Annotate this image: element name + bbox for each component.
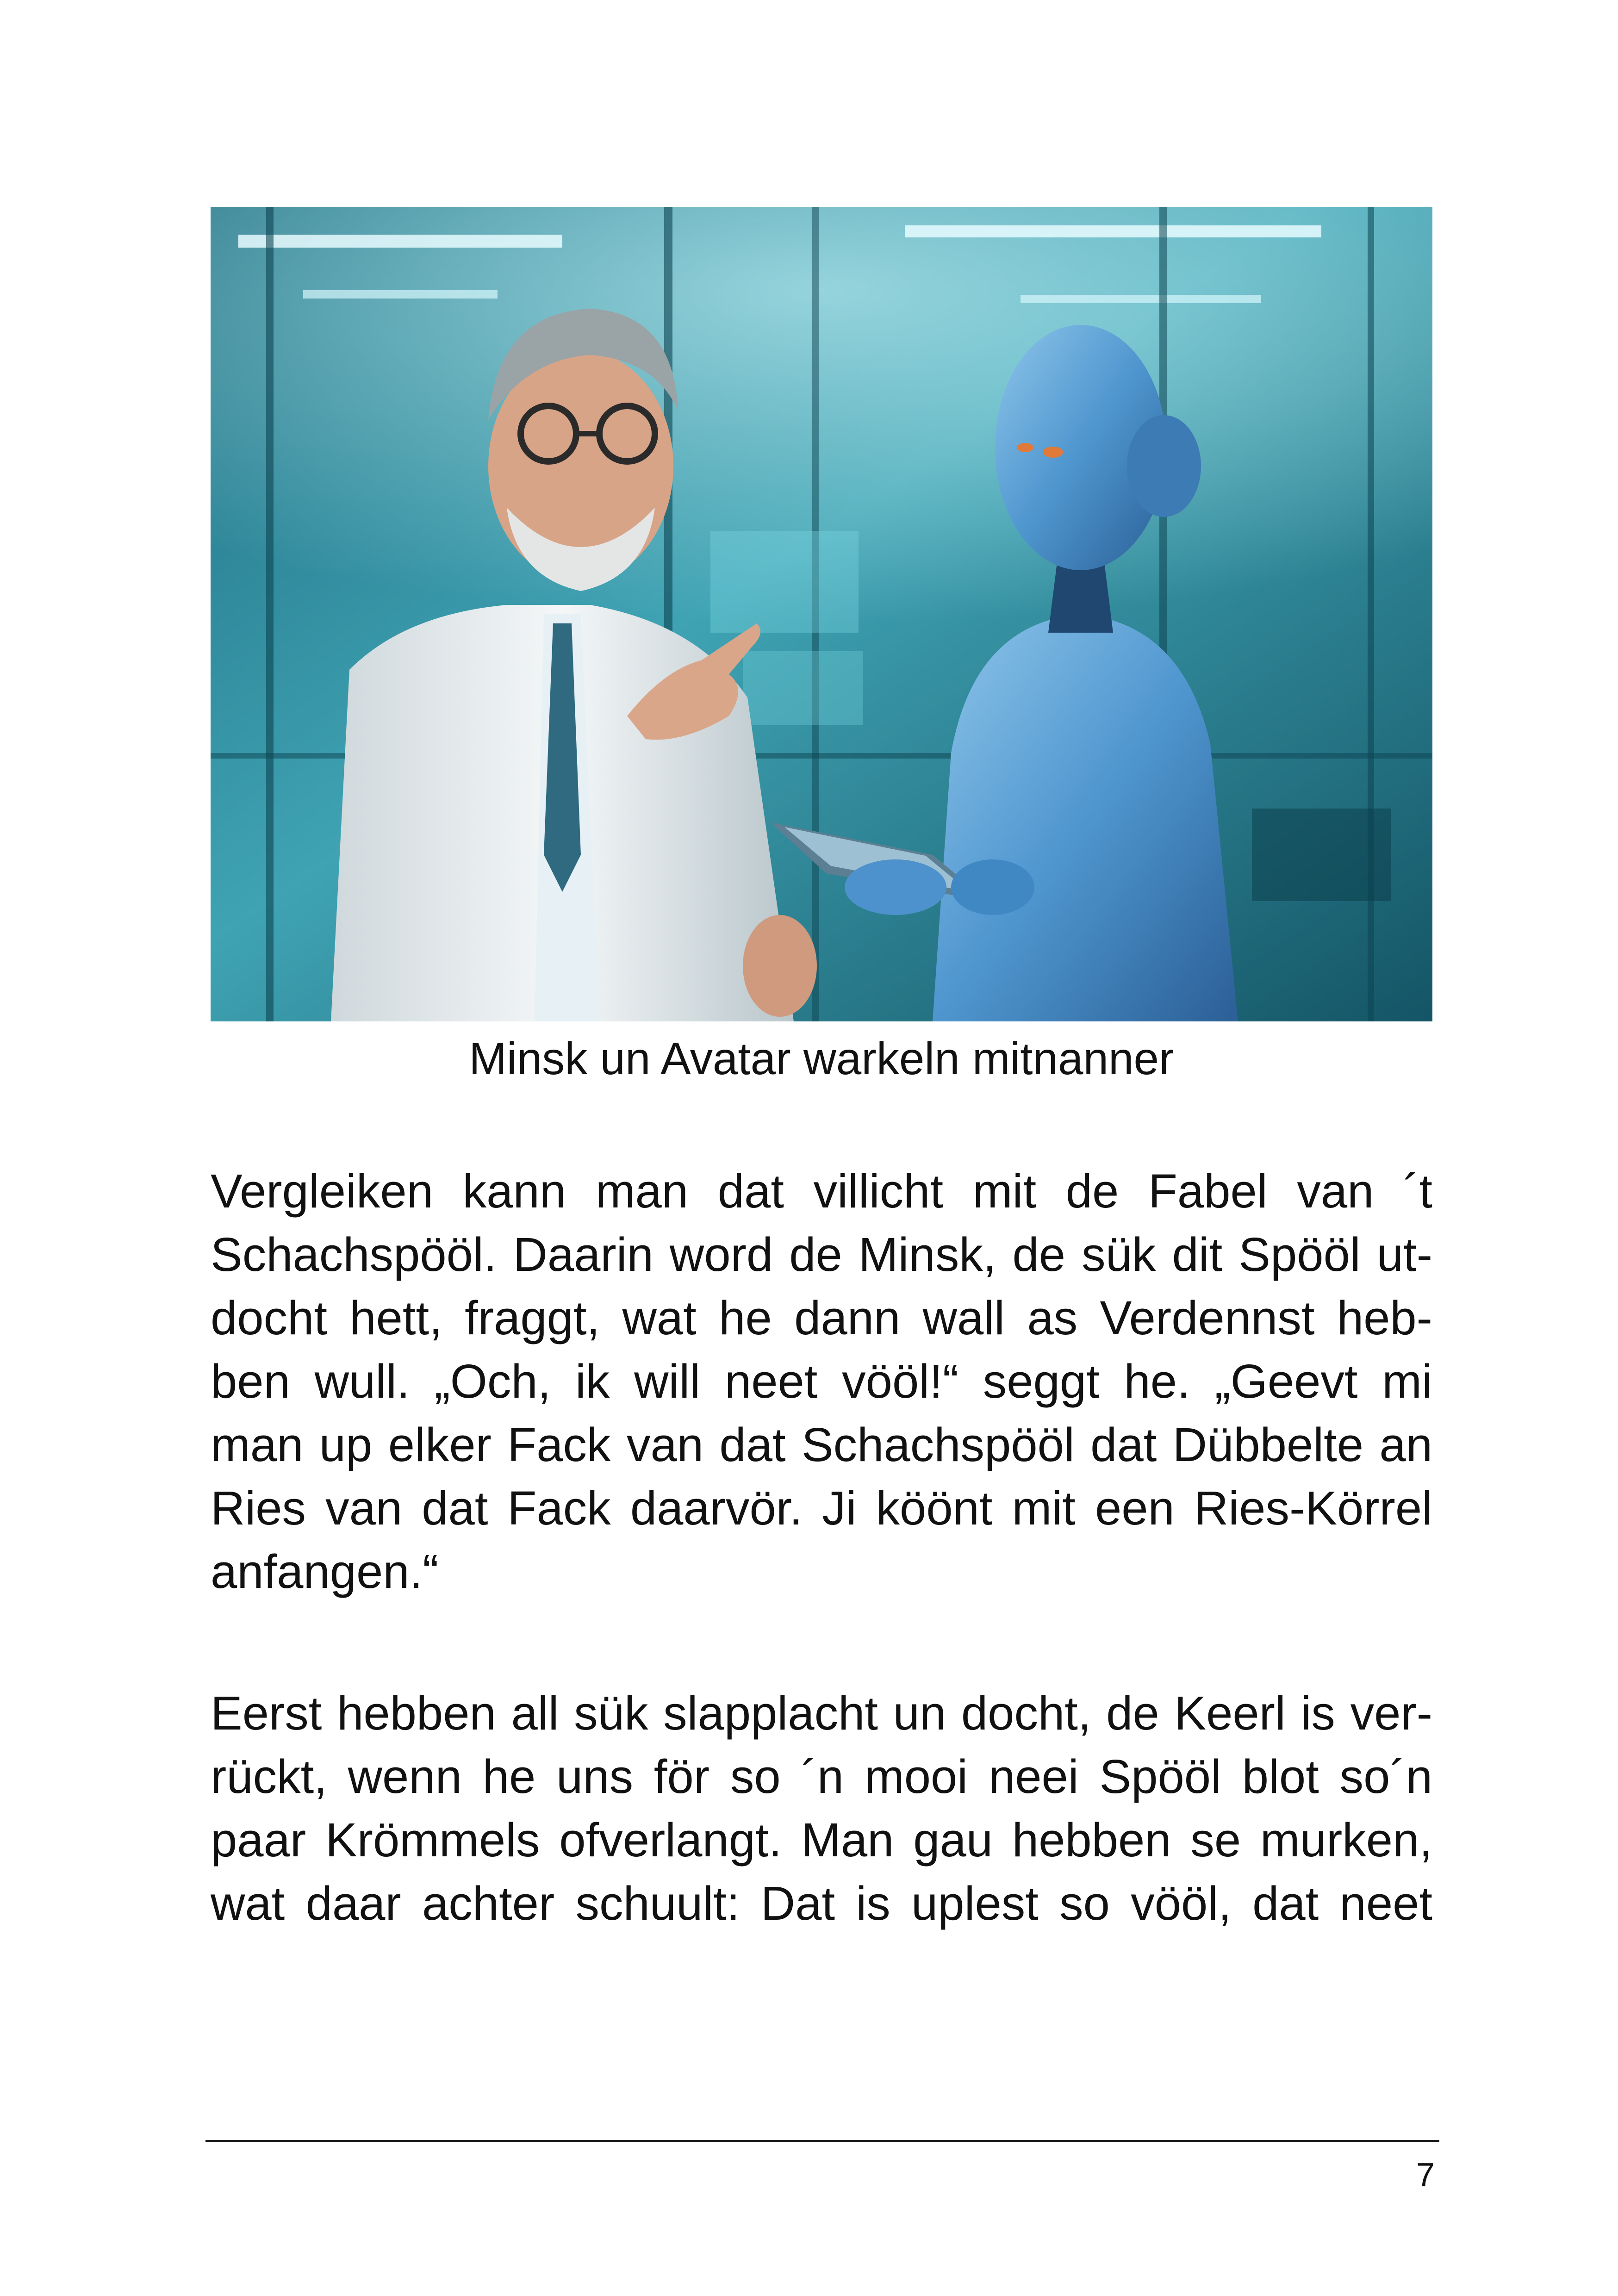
text-line: Eerst hebben all sük slapplacht un docht, de Keerl is ver- bbox=[211, 1686, 1432, 1740]
text-line: anfangen.“ bbox=[211, 1545, 439, 1598]
text-line: man up elker Fack van dat Schachspööl dat Dübbelte an bbox=[211, 1418, 1432, 1471]
illustration bbox=[211, 207, 1432, 1021]
paragraph-1 bbox=[211, 1159, 1432, 1603]
scientist-and-robot-illustration bbox=[211, 207, 1432, 1021]
text-line: ben wull. „Och, ik will neet vööl!“ seggt he. „Geevt mi bbox=[211, 1355, 1432, 1408]
text-line: wat daar achter schuult: Dat is uplest so vööl, dat neet bbox=[211, 1877, 1432, 1930]
text-line: Vergleiken kann man dat villicht mit de Fabel van ´t bbox=[211, 1164, 1432, 1218]
text-line: Schachspööl. Daarin word de Minsk, de sük dit Spööl ut- bbox=[211, 1228, 1432, 1281]
page-number: 7 bbox=[1416, 2157, 1435, 2194]
footer-divider bbox=[205, 2140, 1439, 2142]
figure-caption: Minsk un Avatar warkeln mitnanner bbox=[469, 1033, 1174, 1084]
text-line: docht hett, fraggt, wat he dann wall as Verdennst heb- bbox=[211, 1291, 1432, 1344]
text-line: Ries van dat Fack daarvör. Ji köönt mit een Ries-Körrel bbox=[211, 1481, 1432, 1535]
text-line: paar Krömmels ofverlangt. Man gau hebben se murken, bbox=[211, 1813, 1432, 1867]
text-line: rückt, wenn he uns för so ´n mooi neei Spööl blot so´n bbox=[211, 1750, 1432, 1803]
paragraph-2 bbox=[211, 1681, 1432, 1935]
